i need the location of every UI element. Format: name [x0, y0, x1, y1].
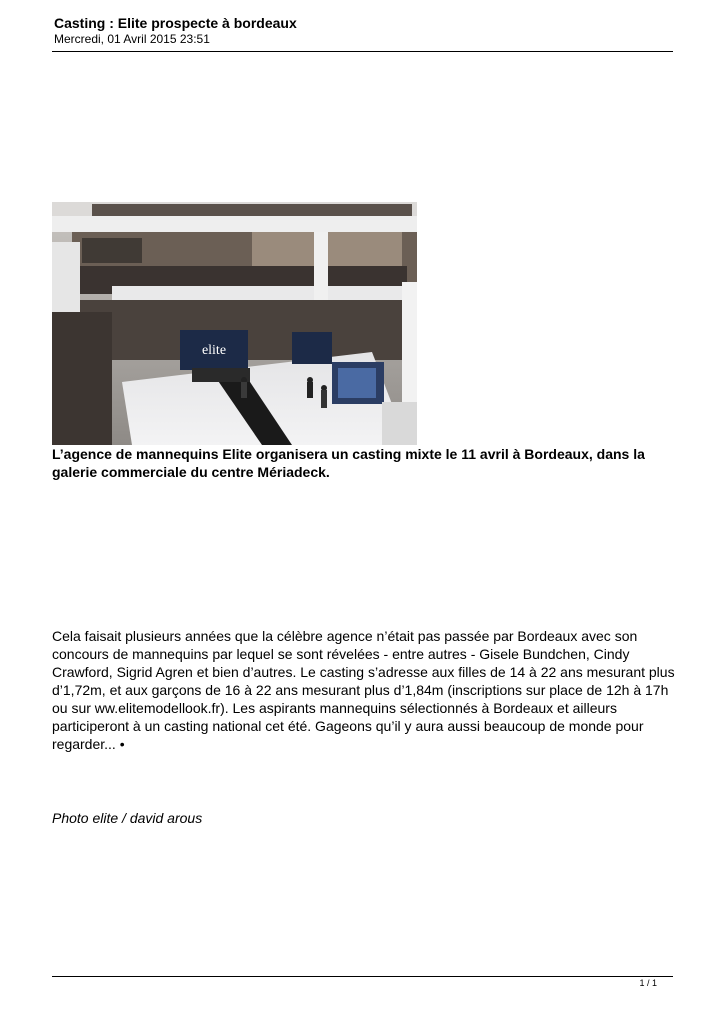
page-number: 1 / 1 — [639, 978, 657, 988]
article-lead: L’agence de mannequins Elite organisera un casting mixte le 11 avril à Bordeaux, dans la galerie commerciale du centre Mériadeck. — [52, 446, 645, 480]
article-body: Cela faisait plusieurs années que la célèbre agence n’était pas passée par Bordeaux avec son concours de mannequins par lequel se sont révelées - entre autres - Gisele Bundchen, Cindy Crawford, Sigrid Agren et bien d’autres. Le casting s’adresse aux filles de 14 à 22 ans mesurant plus d’1,72m, et aux garçons de 16 à 22 ans mesurant plus d’1,84m (inscriptions sur place de 12h à 17h ou sur ww.elitemodellook.fr). Les aspirants mannequins sélectionnés à Bordeaux et ailleurs participeront à un casting national cet été. Gageons qu’il y aura aussi beaucoup de monde pour regarder... • — [52, 628, 675, 752]
elite-logo: elite — [201, 343, 227, 358]
mall-casting-photo — [52, 202, 417, 445]
document-title: Casting : Elite prospecte à bordeaux — [54, 15, 297, 31]
footer-divider — [52, 976, 673, 977]
publication-date: Mercredi, 01 Avril 2015 23:51 — [54, 32, 210, 46]
photo-credit: Photo elite / david arous — [52, 810, 203, 826]
header-divider — [52, 51, 673, 52]
article-photo — [52, 202, 417, 445]
